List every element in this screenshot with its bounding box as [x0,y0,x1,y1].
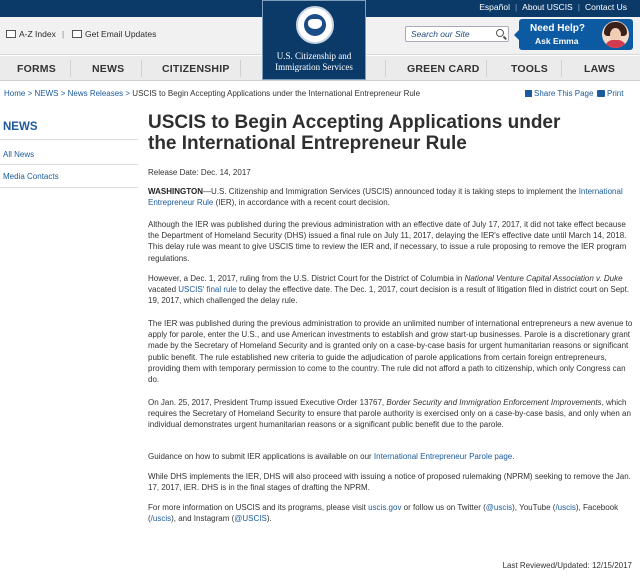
separator: | [577,2,580,12]
nav-divider [486,60,487,77]
nav-divider [70,60,71,77]
nav-forms[interactable]: FORMS [17,63,56,75]
paragraph-8 [148,502,634,524]
youtube-link[interactable]: /uscis [555,503,576,512]
paragraph-6 [148,451,634,462]
need-help-label: Need Help? [530,23,586,34]
breadcrumb-news-releases[interactable]: News Releases [67,89,124,98]
email-updates-link[interactable] [62,29,157,39]
release-date: Release Date: Dec. 14, 2017 [148,168,251,177]
uscis-gov-link[interactable]: uscis.gov [368,503,402,512]
text: . [512,452,515,461]
text: Guidance on how to submit IER applications is available on our [148,452,374,461]
text: ), Facebook ( [148,503,619,524]
breadcrumb-sep: > [123,89,133,98]
paragraph-4: The IER was published during the previous administration to provide an unlimited number of international entrepreneurs a new avenue to apply for parole, enter the U.S., and use American investments to establish and grow start-up businesses. Parole is a discretionary grant made by the Secretary of Homeland Security and is granted only on a case-by-case basis for urgent humanitarian reasons or significant public benefit. The rule established new criteria to guide the adjudication of parole applications from certain foreign entrepreneurs, providing them with temporary permission to come to the country. The rule did not afford a path to citizenship, which only Congress can do. [148,319,633,385]
text: However, a Dec. 1, 2017, ruling from the U.S. District Court for the District of Columbia in [148,274,465,283]
ask-emma-button[interactable] [519,19,633,50]
text: vacated [148,285,179,295]
callout-pointer [514,30,519,40]
about-uscis-link[interactable]: About USCIS [522,2,573,12]
breadcrumb [4,89,420,98]
separator: | [514,2,518,12]
sidebar-item-all-news[interactable]: All News [3,150,35,159]
text: ), YouTube ( [512,503,556,512]
sidebar-item-media-contacts[interactable]: Media Contacts [3,172,59,181]
list-icon [6,30,16,38]
contact-us-link[interactable]: Contact Us [584,2,627,12]
nav-news[interactable]: NEWS [92,63,125,75]
page-title: USCIS to Begin Accepting Applications under the International Entrepreneur Rule [148,112,561,154]
text: or follow us on Twitter ( [401,503,486,512]
nav-divider [240,60,241,77]
case-name: National Venture Capital Association v. Duke [464,274,623,283]
sidebar-divider [0,187,138,188]
dateline: WASHINGTON [148,187,203,196]
nav-citizenship[interactable]: CITIZENSHIP [162,63,230,75]
breadcrumb-sep: > [58,89,68,98]
ask-emma-label: Ask Emma [535,36,579,46]
logo-text-line1: U.S. Citizenship and [276,51,352,61]
emma-avatar [602,21,629,48]
parole-page-link[interactable]: International Entrepreneur Parole page [373,452,513,461]
ier-link[interactable]: International Entrepreneur Rule [148,187,623,208]
nav-laws[interactable]: LAWS [584,63,616,75]
nav-green-card[interactable]: GREEN CARD [407,63,480,75]
share-icon [525,90,532,97]
last-reviewed: Last Reviewed/Updated: 12/15/2017 [502,561,632,570]
sidebar-divider [0,139,138,140]
breadcrumb-current: USCIS to Begin Accepting Applications under the International Entrepreneur Rule [132,89,421,98]
az-index-link[interactable] [6,29,56,39]
facebook-link[interactable]: /uscis [150,514,172,524]
executive-order-title: Border Security and Immigration Enforcement Improvements [386,398,602,407]
espanol-link[interactable]: Español [479,2,510,12]
sidebar-divider [0,164,138,165]
text: to delay the effective date. The Dec. 1, 2017, court decision is a result of litigation filed in district court on Sept. 19, 2017, which challenged the delay rule. [148,285,630,306]
final-rule-link[interactable]: USCIS' final rule [178,285,237,295]
twitter-link[interactable]: @uscis [485,503,513,512]
breadcrumb-news[interactable]: NEWS [34,89,59,98]
print-link[interactable] [597,89,623,98]
text: (IER), in accordance with a recent court decision. [213,198,390,208]
paragraph-1 [148,186,634,208]
az-index-label: A-Z Index [19,29,56,39]
share-page-link[interactable] [525,89,593,98]
paragraph-3 [148,273,634,307]
nav-divider [561,60,562,77]
sidebar-title[interactable]: NEWS [3,121,38,133]
paragraph-2: Although the IER was published during the previous administration with an effective date of July 17, 2017, it did not take effect because the Department of Homeland Security (DHS) issued a final rule on July 11, 2017, delaying the IER's effective date until March 14, 2018. This delay rule was meant to give USCIS time to review the IER and, if necessary, to issue a rule proposing to remove the IER program regulations. [148,220,627,263]
breadcrumb-sep: > [25,89,35,98]
share-label: Share This Page [534,89,594,98]
dhs-seal-icon [296,6,334,44]
text: —U.S. Citizenship and Immigration Services (USCIS) announced today it is taking steps to implement the [202,187,579,196]
text: , which requires the Secretary of Homeland Security to ensure that parole authority is exercised only on a case-by-case basis, and only when an individual demonstrates urgent humanitarian reasons or a significant public benefit due to the parole. [148,398,631,430]
logo-text-line2: Immigration Services [275,62,353,72]
separator: | [62,29,65,39]
email-updates-label: Get Email Updates [85,29,157,39]
paragraph-7: While DHS implements the IER, DHS will also proceed with issuing a notice of proposed rulemaking (NPRM) seeking to remove the Jan. 17, 2017, IER. DHS is in the final stages of drafting the NPRM. [148,472,631,493]
search-input[interactable] [405,26,509,42]
breadcrumb-home[interactable]: Home [4,89,26,98]
top-links [474,2,632,12]
text: ), and Instagram ( [171,514,235,524]
uscis-logo[interactable] [262,0,366,80]
text: On Jan. 25, 2017, President Trump issued Executive Order 13767, [148,398,387,407]
nav-divider [385,60,386,77]
printer-icon [597,90,605,97]
search-icon[interactable] [496,29,504,37]
nav-divider [141,60,142,77]
print-label: Print [607,89,624,98]
email-icon [72,30,82,38]
text: For more information on USCIS and its programs, please visit [148,503,369,512]
paragraph-5 [148,397,634,431]
text: ). [266,514,272,524]
search-placeholder: Search our Site [411,29,470,39]
instagram-link[interactable]: @USCIS [234,514,267,524]
nav-tools[interactable]: TOOLS [511,63,548,75]
